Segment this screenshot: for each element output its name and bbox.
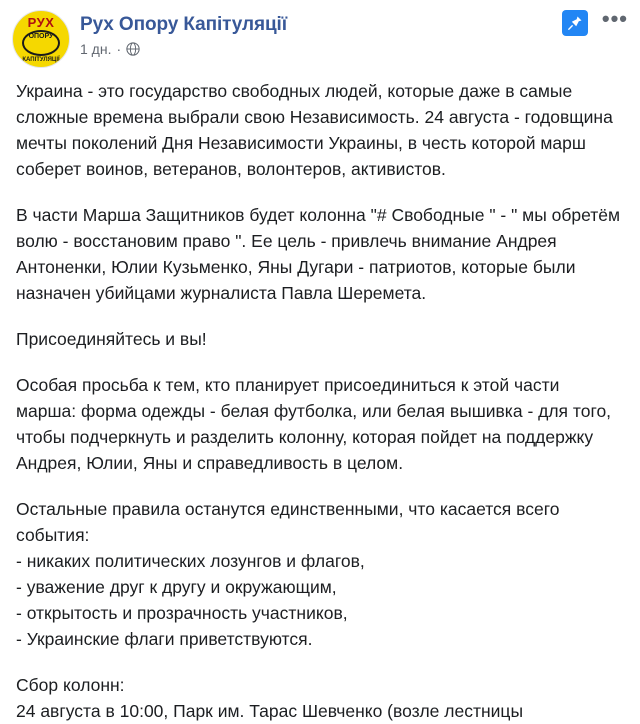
post-body (0, 72, 640, 724)
post-closing-title: Сбор колонн: (16, 675, 125, 695)
avatar-top-text: РУХ (27, 15, 55, 30)
avatar-bottom-text: КАПІТУЛЯЦІЇ (22, 57, 60, 63)
post-paragraph-1: Украина - это государство свободных людей, которые даже в самые сложные времена выбрали свою Независимость. 24 августа - годовщина мечты поколений Дня Независимости Украины, в честь которой марш соберет воинов, ветеранов, волонтеров, активистов. (16, 81, 613, 179)
post-header (0, 0, 640, 72)
meta-separator: · (116, 41, 122, 57)
post-rule-item: - уважение друг к другу и окружающим, (16, 577, 337, 597)
post-closing-block (16, 672, 624, 724)
post-rules-intro: Остальные правила останутся единственными, что касается всего события: (16, 499, 560, 545)
post-closing-text: 24 августа в 10:00, Парк им. Тарас Шевченко (возле лестницы (16, 701, 524, 721)
more-options-icon[interactable]: ••• (601, 6, 628, 31)
page-name-link[interactable]: Рух Опору Капітуляції (80, 14, 287, 35)
post-header-actions (562, 6, 630, 36)
post-timestamp[interactable]: 1 дн. (80, 41, 112, 57)
globe-icon[interactable] (126, 42, 140, 56)
post-paragraph-3: Присоединяйтесь и вы! (16, 329, 207, 349)
post-rules-block (16, 496, 624, 652)
post-rule-item: - открытость и прозрачность участников, (16, 603, 348, 623)
post-paragraph-2: В части Марша Защитников будет колонна "# Свободные " - " мы обретём волю - восстановим право ". Ее цель - привлечь внимание Андрея Антоненки, Юлии Кузьменко, Яны Дугари - патриотов, которые были назначен убийцами журналиста Павла Шеремета. (16, 205, 621, 303)
pin-icon[interactable] (562, 10, 588, 36)
post-rule-item: - никаких политических лозунгов и флагов, (16, 551, 365, 571)
post-header-text (80, 6, 628, 57)
avatar[interactable] (12, 10, 70, 68)
avatar-mid-text: ОПОРУ (28, 33, 54, 40)
post-meta (80, 41, 628, 57)
post-rule-item: - Украинские флаги приветствуются. (16, 629, 313, 649)
post-paragraph-4: Особая просьба к тем, кто планирует присоединиться к этой части марша: форма одежды - белая футболка, или белая вышивка - для того, чтобы подчеркнуть и разделить колонну, которая пойдет на поддержку Андрея, Юлии, Яны и справедливость в целом. (16, 375, 612, 473)
